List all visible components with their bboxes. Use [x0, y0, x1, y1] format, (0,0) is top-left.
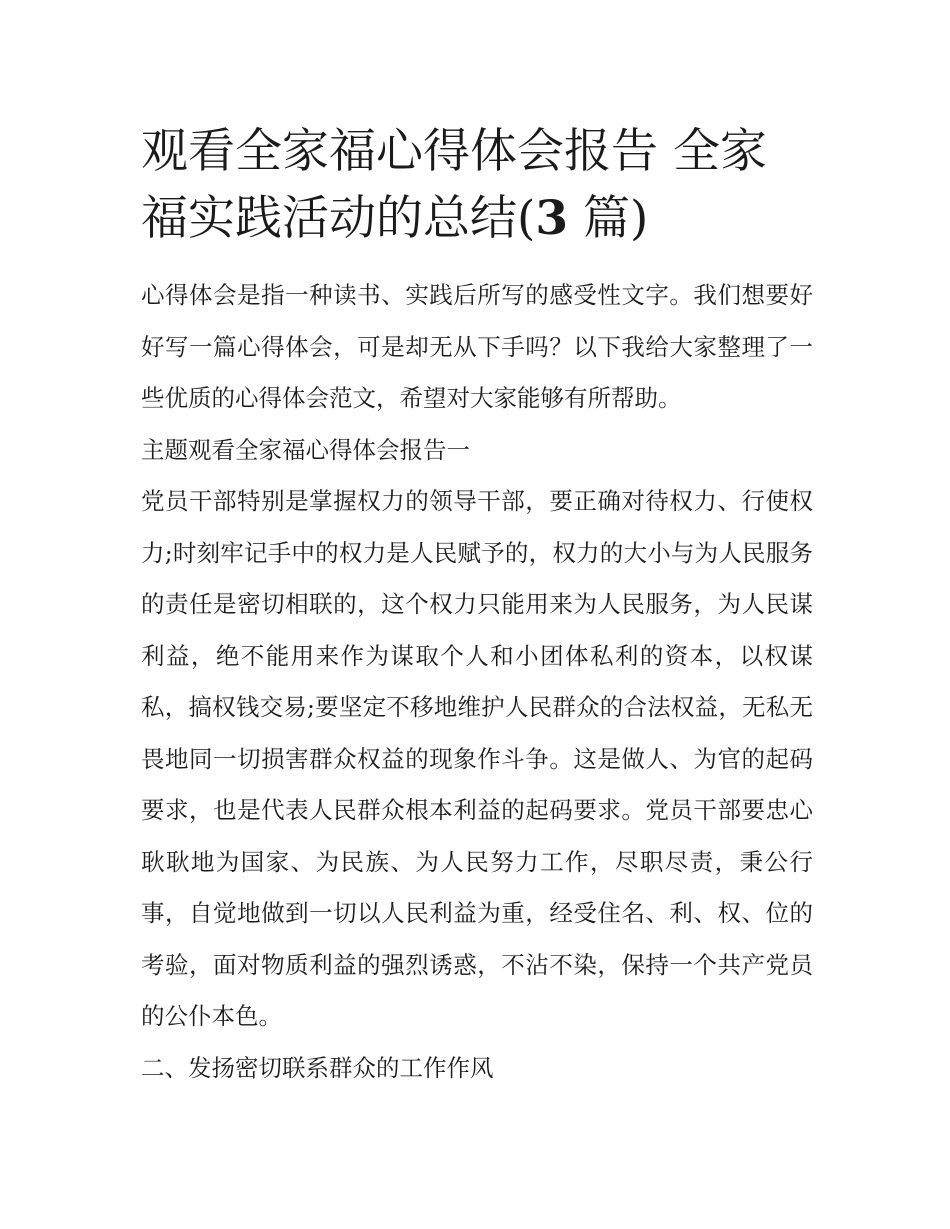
- intro-paragraph: 心得体会是指一种读书、实践后所写的感受性文字。我们想要好好写一篇心得体会，可是却无从下手吗？以下我给大家整理了一些优质的心得体会范文，希望对大家能够有所帮助。: [141, 281, 813, 412]
- section-heading-2: 二、发扬密切联系群众的工作作风: [141, 1053, 494, 1082]
- document-title: [141, 118, 813, 252]
- title-number: 3: [535, 191, 569, 246]
- document-content: [141, 118, 813, 1094]
- title-text-part2: 篇): [568, 191, 649, 246]
- body-paragraph: 党员干部特别是掌握权力的领导干部，要正确对待权力、行使权力;时刻牢记手中的权力是人民赋予的，权力的大小与为人民服务的责任是密切相联的，这个权力只能用来为人民服务，为人民谋利益，绝不能用来作为谋取个人和小团体私利的资本，以权谋私，搞权钱交易;要坚定不移地维护人民群众的合法权益，无私无畏地同一切损害群众权益的现象作斗争。这是做人、为官的起码要求，也是代表人民群众根本利益的起码要求。党员干部要忠心耿耿地为国家、为民族、为人民努力工作，尽职尽责，秉公行事，自觉地做到一切以人民利益为重，经受住名、利、权、位的考验，面对物质利益的强烈诱惑，不沾不染，保持一个共产党员的公仆本色。: [141, 487, 813, 1030]
- title-text-part1: 观看全家福心得体会报告 全家福实践活动的总结(: [141, 124, 767, 246]
- section-heading-1: 主题观看全家福心得体会报告一: [141, 435, 470, 464]
